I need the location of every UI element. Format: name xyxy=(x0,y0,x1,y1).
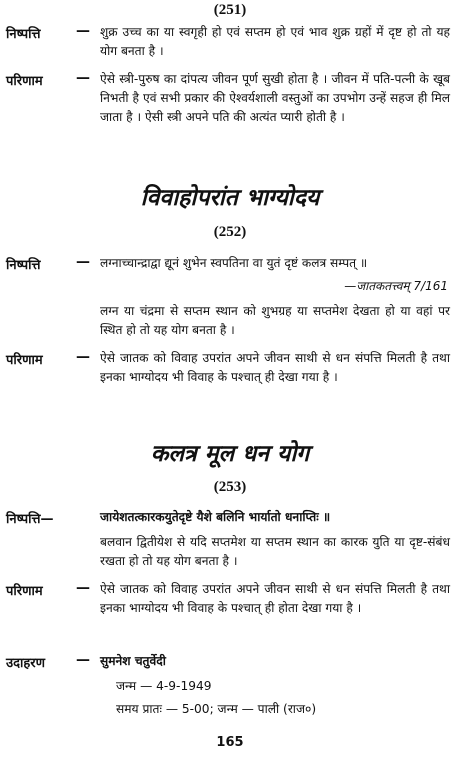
dash: — xyxy=(76,349,90,365)
nishpatti-label: निष्पत्ति— xyxy=(6,512,54,527)
page-number: 165 xyxy=(216,735,244,750)
yoga-number: (252) xyxy=(213,224,247,240)
udaharan-label: उदाहरण xyxy=(6,656,46,671)
nishpatti-label: निष्पत्ति xyxy=(6,27,41,42)
nishpatti-text: बलवान द्वितीयेश से यदि सप्तमेश या सप्तम स्थान का कारक युति या दृष्ट-संबंध रखता हो तो यह योग बनता है । xyxy=(100,535,450,568)
nishpatti-text: लग्न या चंद्रमा से सप्तम स्थान को शुभग्रह या सप्तमेश देखता हो या वहां पर स्थित हो तो यह योग बनता है । xyxy=(100,304,450,337)
example-name: सुमनेश चतुर्वेदी xyxy=(100,654,166,668)
section-heading: विवाहोपरांत भाग्योदय xyxy=(140,185,320,211)
sanskrit-verse: लग्नाच्चान्द्राद्वा द्यूनं शुभेन स्वपतिना वा युतं दृष्टं कलत्र सम्पत् ॥ xyxy=(100,256,368,270)
dash: — xyxy=(76,652,90,668)
nishpatti-label: निष्पत्ति xyxy=(6,258,41,273)
parinam-label: परिणाम xyxy=(6,353,43,368)
yoga-number: (251) xyxy=(213,2,247,18)
nishpatti-text: शुक्र उच्च का या स्वगृही हो एवं सप्तम हो एवं भाव शुक्र ग्रहों में दृष्ट हो तो यह योग बनता है । xyxy=(100,25,450,58)
dash: — xyxy=(76,580,90,596)
dash: — xyxy=(76,23,90,39)
parinam-text: ऐसे स्त्री-पुरुष का दांपत्य जीवन पूर्ण सुखी होता है । जीवन में पति-पत्नी के खूब निभती है एवं सभी प्रकार की ऐश्वर्यशाली वस्तुओं का उपभोग उन्हें सहज ही मिल जाता है । ऐसी स्त्री अपने पति की अत्यंत प्यारी होती है । xyxy=(100,72,450,124)
birth-date: जन्म — 4-9-1949 xyxy=(116,679,212,693)
parinam-text: ऐसे जातक को विवाह उपरांत अपने जीवन साथी से धन संपत्ति मिलती है तथा इनका भाग्योदय भी विवाह के पश्चात् ही देखा गया है । xyxy=(100,351,450,384)
dash: — xyxy=(76,254,90,270)
birth-time-place: समय प्रातः — 5-00; जन्म — पाली (राज०) xyxy=(116,702,317,716)
parinam-text: ऐसे जातक को विवाह उपरांत अपने जीवन साथी से धन संपत्ति मिलती है तथा इनका भाग्योदय भी विवाह के पश्चात् ही होता देखा गया है । xyxy=(100,582,450,615)
dash: — xyxy=(76,70,90,86)
section-heading: कलत्र मूल धन योग xyxy=(150,441,310,467)
parinam-label: परिणाम xyxy=(6,74,43,89)
yoga-number: (253) xyxy=(213,479,247,495)
parinam-label: परिणाम xyxy=(6,584,43,599)
sanskrit-verse: जायेशतत्कारकयुतेदृष्टे यैशे बलिनि भार्यातो धनाप्तिः ॥ xyxy=(100,510,331,524)
citation: —जातकतत्त्वम् 7/161 xyxy=(344,279,448,293)
